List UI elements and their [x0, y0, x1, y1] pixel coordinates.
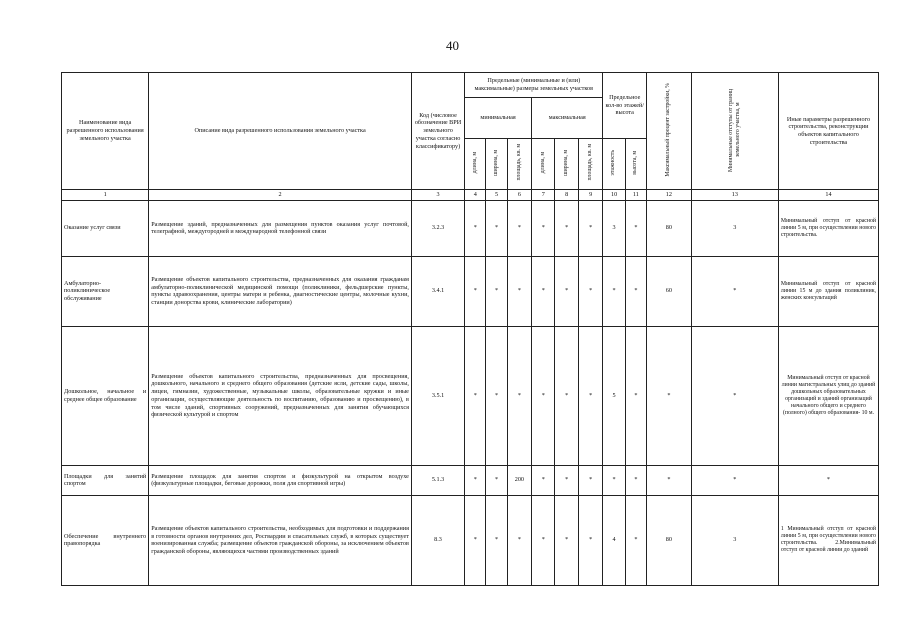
max-area-value: * [578, 200, 603, 256]
header-min-width: ширина, м [486, 139, 507, 190]
height-value: * [625, 256, 646, 326]
column-number: 11 [625, 190, 646, 201]
column-number: 10 [603, 190, 625, 201]
use-code: 3.2.3 [411, 200, 464, 256]
height-value: * [625, 326, 646, 465]
max-length-value: * [532, 465, 555, 495]
other-params: Минимальный отступ от красной линии 5 м, при осуществлении нового строительства. [778, 200, 878, 256]
max-area-value: * [578, 256, 603, 326]
min-area-value: * [507, 495, 531, 585]
setback-value: 3 [691, 200, 778, 256]
height-value: * [625, 465, 646, 495]
column-number-row [62, 190, 879, 201]
table-row [62, 256, 879, 326]
min-area-value: * [507, 200, 531, 256]
column-number: 13 [691, 190, 778, 201]
column-number: 14 [778, 190, 878, 201]
coverage-value: * [647, 465, 692, 495]
max-width-value: * [555, 495, 578, 585]
header-height: высота, м [625, 139, 646, 190]
max-length-value: * [532, 326, 555, 465]
min-area-value: * [507, 326, 531, 465]
column-number: 8 [555, 190, 578, 201]
header-max-area: площадь, кв. м [578, 139, 603, 190]
min-width-value: * [486, 326, 507, 465]
table-row [62, 200, 879, 256]
min-width-value: * [486, 465, 507, 495]
column-number: 4 [465, 190, 486, 201]
column-number: 3 [411, 190, 464, 201]
other-params: Минимальный отступ от красной линии 15 м до здания поликлиник, женских консультаций [778, 256, 878, 326]
use-description: Размещение площадок для занятия спортом и физкультурой на открытом воздухе (физкультурные площадки, беговые дорожки, поля для спортивной игры) [149, 465, 412, 495]
setback-value: * [691, 256, 778, 326]
other-params: Минимальный отступ от красной линии магистральных улиц до зданий дошкольных образовательных организаций и зданий организаций начального общего и среднего (полного) общего образования- 10 м. [778, 326, 878, 465]
max-width-value: * [555, 256, 578, 326]
min-length-value: * [465, 326, 486, 465]
table-row [62, 465, 879, 495]
use-description: Размещение зданий, предназначенных для размещения пунктов оказания услуг почтовой, телеграфной, междугородней и международной телефонной связи [149, 200, 412, 256]
column-number: 5 [486, 190, 507, 201]
max-width-value: * [555, 200, 578, 256]
column-number: 2 [149, 190, 412, 201]
other-params: 1 Минимальный отступ от красной линии 5 м, при осуществлении нового строительства. 2.Минимальный отступ от красной линии до зданий [778, 495, 878, 585]
use-name: Амбулаторно-поликлиническое обслуживание [62, 256, 149, 326]
min-length-value: * [465, 256, 486, 326]
use-code: 3.4.1 [411, 256, 464, 326]
max-area-value: * [578, 465, 603, 495]
page-number: 40 [446, 38, 459, 53]
use-name: Обеспечение внутреннего правопорядка [62, 495, 149, 585]
table-row [62, 326, 879, 465]
header-max: максимальная [532, 98, 603, 139]
setback-value: * [691, 326, 778, 465]
coverage-value: 80 [647, 495, 692, 585]
header-row-1 [62, 73, 879, 98]
max-length-value: * [532, 495, 555, 585]
use-name: Дошкольное, начальное и среднее общее образование [62, 326, 149, 465]
max-length-value: * [532, 200, 555, 256]
header-min-length: длина, м [465, 139, 486, 190]
column-number: 6 [507, 190, 531, 201]
coverage-value: * [647, 326, 692, 465]
column-number: 9 [578, 190, 603, 201]
height-value: * [625, 495, 646, 585]
coverage-value: 80 [647, 200, 692, 256]
height-value: * [625, 200, 646, 256]
coverage-value: 60 [647, 256, 692, 326]
header-max-width: ширина, м [555, 139, 578, 190]
min-width-value: * [486, 200, 507, 256]
floors-value: 3 [603, 200, 625, 256]
floors-value: * [603, 465, 625, 495]
header-floors-group: Предельное кол-во этажей/высота [603, 73, 647, 139]
floors-value: 4 [603, 495, 625, 585]
min-width-value: * [486, 495, 507, 585]
min-area-value: 200 [507, 465, 531, 495]
header-min-setback: Минимальные отступы от границ земельного участка, м [691, 73, 778, 190]
header-description: Описание вида разрешенного использования земельного участка [149, 73, 412, 190]
header-code: Код (числовое обозначение ВРИ земельного участка согласно классификатору) [411, 73, 464, 190]
header-limit-sizes: Предельные (минимальные и (или) максимальные) размеры земельных участков [465, 73, 603, 98]
use-code: 5.1.3 [411, 465, 464, 495]
header-floors: этажность [603, 139, 625, 190]
use-code: 3.5.1 [411, 326, 464, 465]
max-length-value: * [532, 256, 555, 326]
max-width-value: * [555, 326, 578, 465]
other-params: * [778, 465, 878, 495]
table-row [62, 495, 879, 585]
min-length-value: * [465, 465, 486, 495]
max-width-value: * [555, 465, 578, 495]
floors-value: 5 [603, 326, 625, 465]
use-description: Размещение объектов капитального строительства, предназначенных для оказания гражданам амбулаторно-поликлинической медицинской помощи (поликлиники, фельдшерские пункты, пункты здравоохранения, центры матери и ребенка, диагностические центры, молочные кухни, станции донорства крови, клинические лаборатории) [149, 256, 412, 326]
floors-value: * [603, 256, 625, 326]
min-length-value: * [465, 495, 486, 585]
min-width-value: * [486, 256, 507, 326]
header-other-params: Иные параметры разрешенного строительства, реконструкции объектов капитального строительства [778, 73, 878, 190]
land-use-regulations-table [61, 72, 879, 586]
max-area-value: * [578, 495, 603, 585]
min-length-value: * [465, 200, 486, 256]
min-area-value: * [507, 256, 531, 326]
column-number: 1 [62, 190, 149, 201]
setback-value: * [691, 465, 778, 495]
use-name: Оказание услуг связи [62, 200, 149, 256]
header-max-length: длина, м [532, 139, 555, 190]
use-description: Размещение объектов капитального строительства, предназначенных для просвещения, дошкольного, начального и среднего общего образования (детские ясли, детские сады, школы, лицеи, гимназии, художественные, музыкальные школы, образовательные кружки и иные организации, осуществляющие деятельность по воспитанию, образованию и просвещению), в том числе зданий, спортивных сооружений, предназначенных для занятия обучающихся физической культурой и спортом [149, 326, 412, 465]
use-code: 8.3 [411, 495, 464, 585]
column-number: 12 [647, 190, 692, 201]
header-name: Наименование вида разрешенного использования земельного участка [62, 73, 149, 190]
use-description: Размещение объектов капитального строительства, необходимых для подготовки и поддержания в готовности органов внутренних дел, Росгвардии и спасательных служб, в которых существует военизированная служба; размещение объектов гражданской обороны, за исключением объектов гражданской обороны, являющихся частями производственных зданий [149, 495, 412, 585]
header-min: минимальная [465, 98, 532, 139]
header-max-coverage: Максимальный процент застройки, % [647, 73, 692, 190]
setback-value: 3 [691, 495, 778, 585]
header-min-area: площадь, кв. м [507, 139, 531, 190]
use-name: Площадки для занятий спортом [62, 465, 149, 495]
column-number: 7 [532, 190, 555, 201]
max-area-value: * [578, 326, 603, 465]
